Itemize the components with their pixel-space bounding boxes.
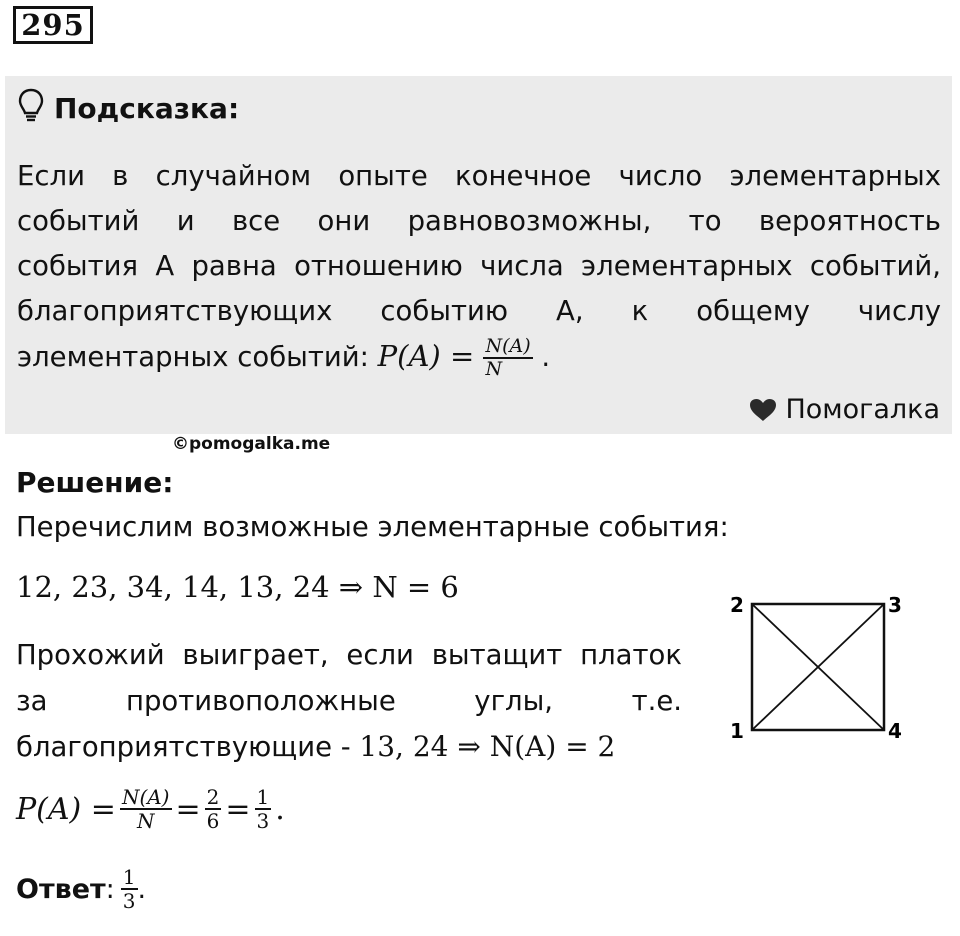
hint-frac-num: N(A): [485, 335, 531, 358]
square-diagram: [726, 588, 916, 748]
frac-num: 2: [206, 785, 220, 809]
problem-number: 295: [13, 6, 93, 44]
hint-title: Подсказка:: [54, 91, 240, 125]
frac-num: 1: [122, 865, 136, 889]
frac-den: 3: [256, 809, 270, 833]
solution-title: Решение:: [16, 466, 174, 499]
hint-header: [18, 88, 239, 128]
hint-formula-end: .: [541, 341, 551, 373]
solution-paragraph: [16, 632, 682, 770]
corner-label-1: 1: [730, 719, 744, 743]
answer-fraction: [121, 866, 138, 912]
fraction-na-n: [120, 786, 172, 832]
paragraph-last-text: благоприятствующие -: [16, 731, 360, 763]
equals-sign: =: [175, 791, 201, 827]
answer-label: Ответ: [16, 873, 106, 905]
hint-fraction: [483, 336, 532, 380]
hint-frac-den: N: [485, 358, 503, 380]
paragraph-line-math: [16, 724, 682, 770]
hint-line: благоприятствующих событию А, к общему числу: [17, 295, 941, 327]
frac-den: N: [136, 809, 155, 833]
paragraph-line: за противоположные углы, т.е.: [16, 685, 682, 717]
hint-formula-lhs: P(A) =: [377, 339, 484, 373]
frac-num: N(A): [121, 785, 170, 809]
equals-sign: =: [225, 791, 251, 827]
corner-label-4: 4: [888, 719, 902, 743]
fraction-1-3: [255, 786, 272, 832]
hint-line: событий и все они равновозможны, то вероятность: [17, 205, 941, 237]
answer-colon: :: [105, 873, 115, 905]
corner-label-3: 3: [888, 593, 902, 617]
watermark: ©pomogalka.me: [172, 434, 331, 454]
answer-end: .: [137, 873, 147, 905]
brand-label: [749, 394, 940, 425]
hint-box: [5, 76, 952, 434]
favorable-count: 13, 24 ⇒ N(A) = 2: [359, 730, 616, 763]
hint-last-text: элементарных событий:: [17, 341, 378, 373]
frac-den: 6: [206, 809, 220, 833]
answer-line: [16, 866, 146, 912]
frac-den: 3: [122, 889, 136, 913]
events-sequence: 12, 23, 34, 14, 13, 24 ⇒ N = 6: [16, 570, 459, 604]
paragraph-line: Прохожий выиграет, если вытащит платок: [16, 639, 682, 671]
brand-name: Помогалка: [785, 394, 940, 425]
hint-line-formula: [17, 334, 941, 392]
solution-intro: Перечислим возможные элементарные события:: [16, 511, 729, 543]
formula-lhs: P(A) =: [16, 791, 116, 827]
hint-text: [17, 154, 941, 392]
probability-formula: [16, 786, 285, 832]
hint-line: Если в случайном опыте конечное число элементарных: [17, 160, 941, 192]
frac-num: 1: [256, 785, 270, 809]
formula-end: .: [275, 791, 285, 827]
lightbulb-icon: [18, 88, 44, 128]
corner-label-2: 2: [730, 593, 744, 617]
hint-line: события А равна отношению числа элементарных событий,: [17, 250, 941, 282]
heart-icon: [749, 398, 777, 422]
fraction-2-6: [205, 786, 222, 832]
